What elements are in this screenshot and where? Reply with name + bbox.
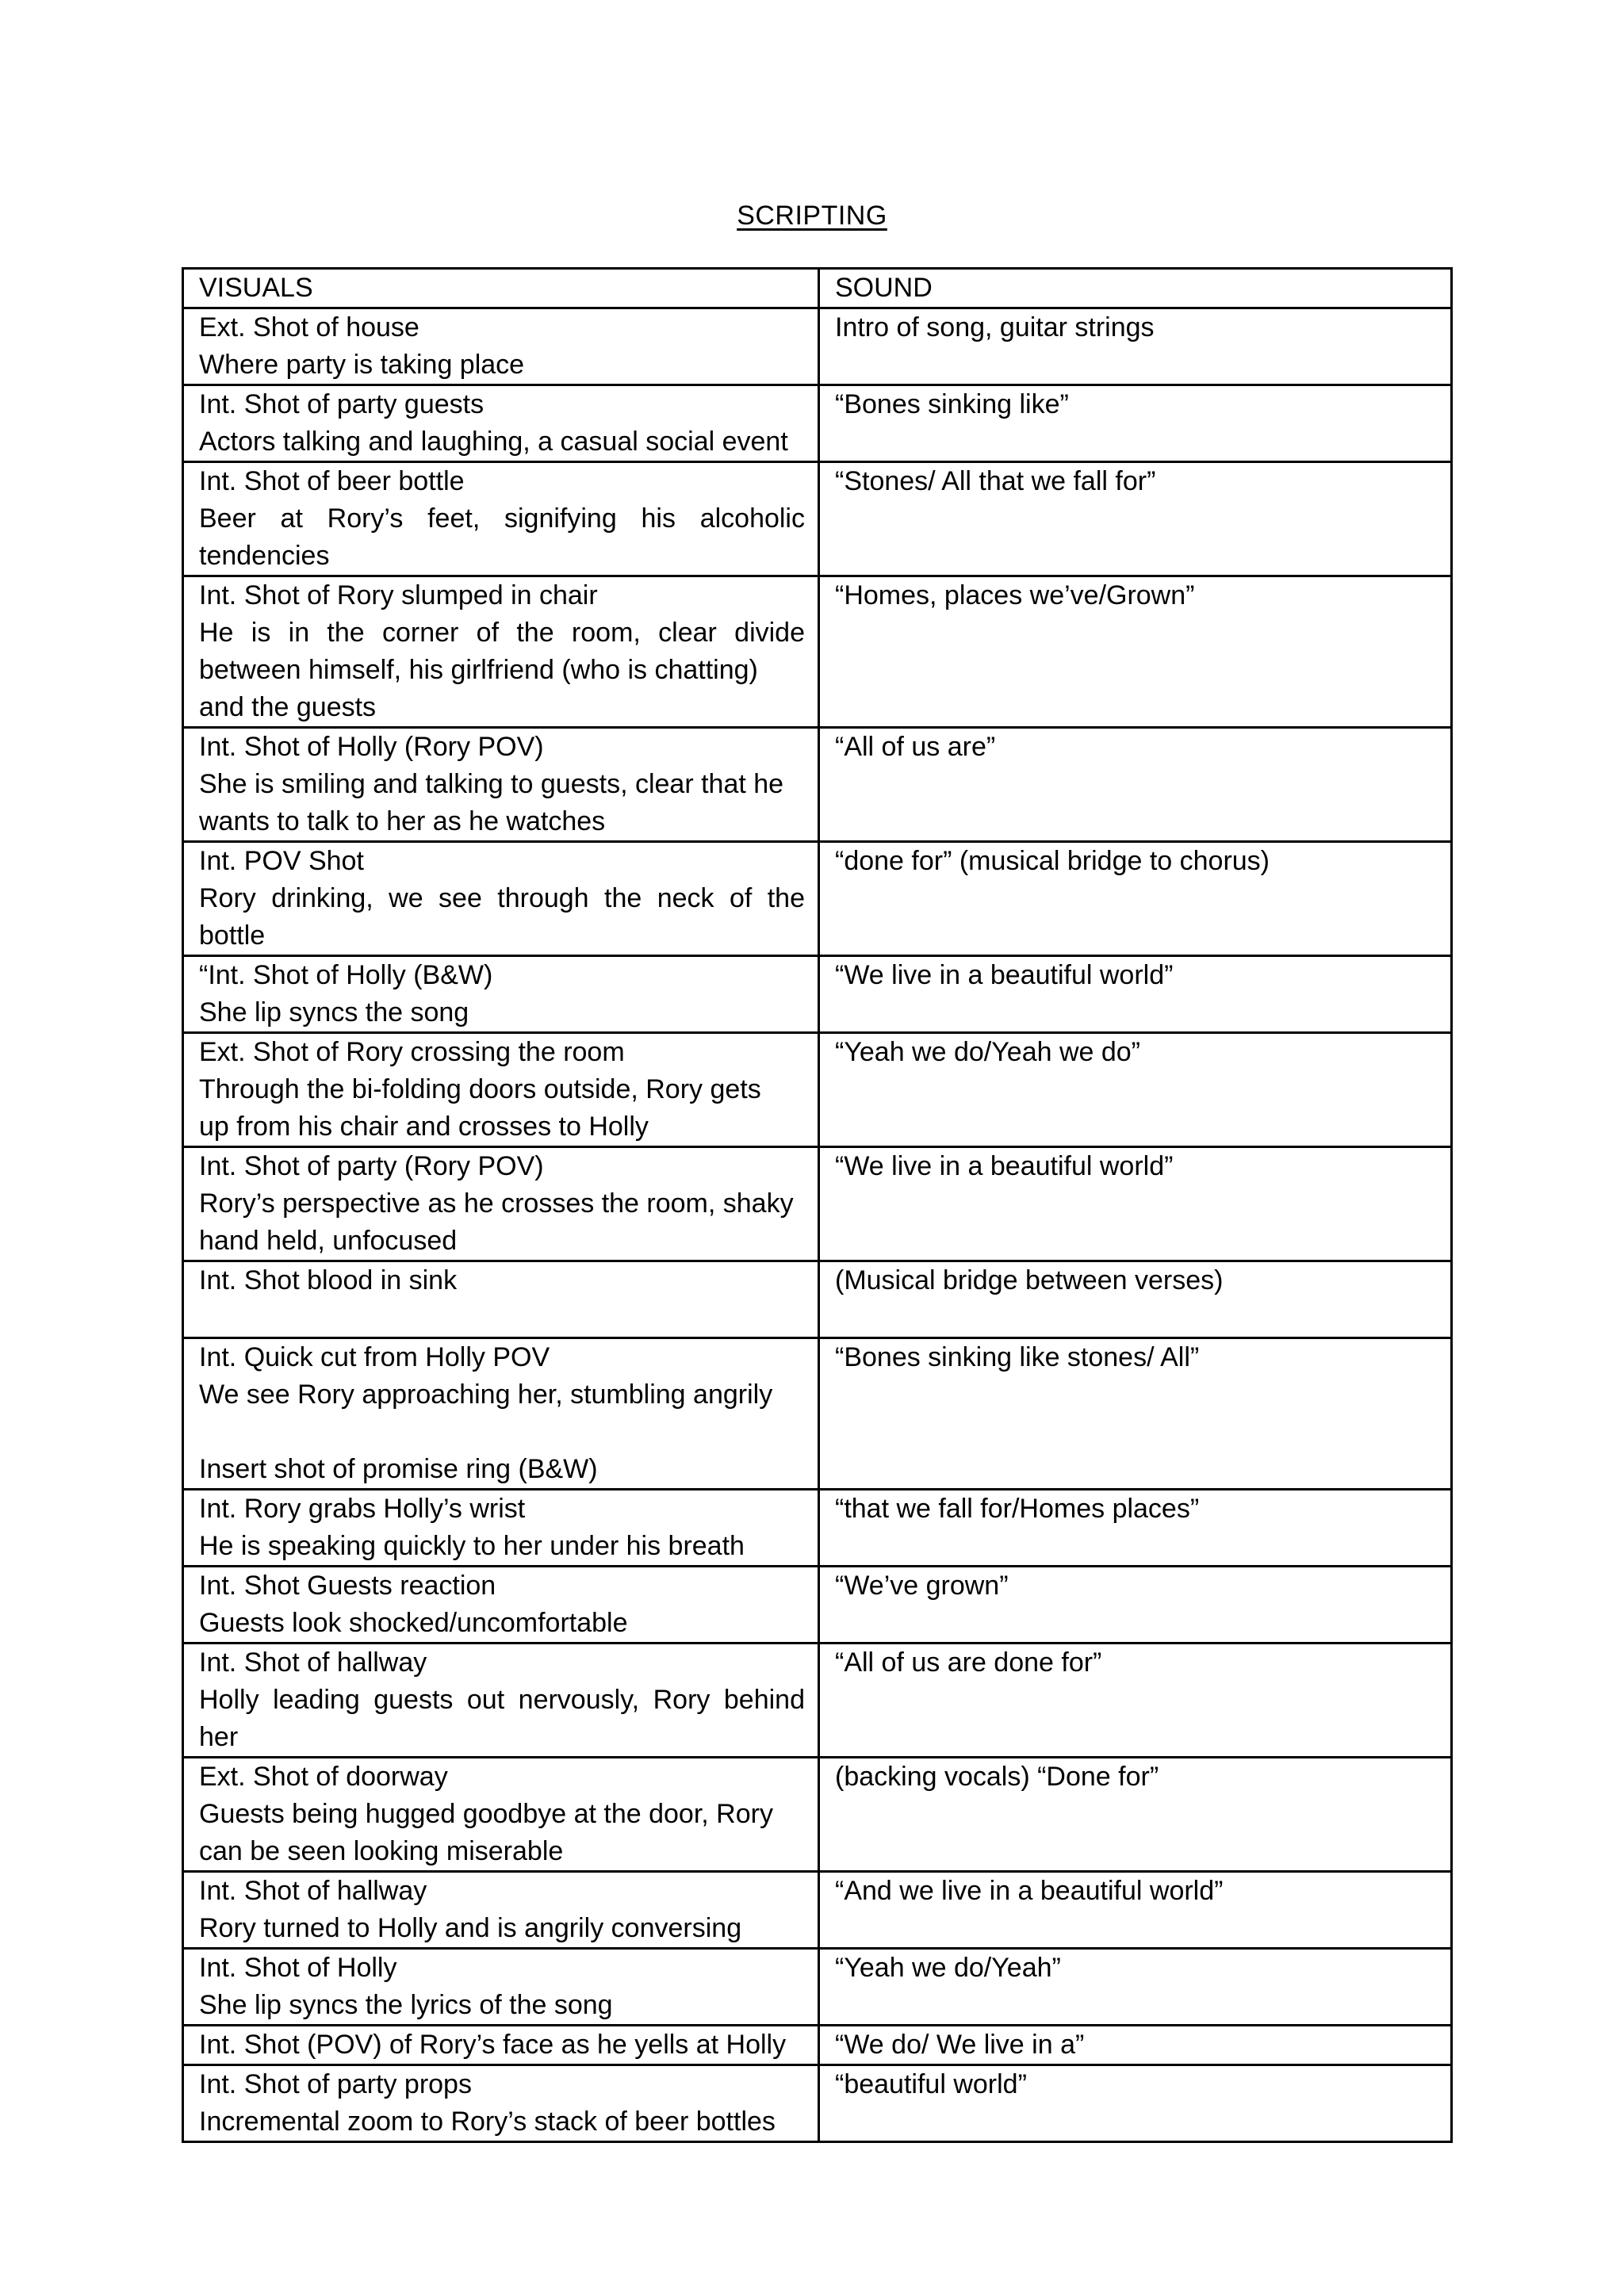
table-row xyxy=(183,2065,1452,2142)
table-row xyxy=(183,1261,1452,1338)
visual-line: tendencies xyxy=(199,541,330,571)
visual-cell xyxy=(183,1033,819,1147)
visual-cell xyxy=(183,1872,819,1949)
visual-line: wants to talk to her as he watches xyxy=(199,806,606,836)
visual-line: Insert shot of promise ring (B&W) xyxy=(199,1454,598,1484)
scripting-table xyxy=(182,267,1453,2143)
visual-line: We see Rory approaching her, stumbling angrily xyxy=(199,1380,773,1410)
visual-line: Int. Shot of party props xyxy=(199,2069,472,2099)
table-row xyxy=(183,385,1452,462)
table-row xyxy=(183,1949,1452,2026)
sound-cell xyxy=(819,1338,1452,1490)
sound-line: “Homes, places we’ve/Grown” xyxy=(835,580,1195,610)
sound-line: “Bones sinking like stones/ All” xyxy=(835,1342,1200,1372)
page-title: SCRIPTING xyxy=(737,201,887,231)
table-row xyxy=(183,1147,1452,1261)
visual-line: “Int. Shot of Holly (B&W) xyxy=(199,960,493,990)
sound-cell xyxy=(819,2065,1452,2142)
visual-line: She lip syncs the song xyxy=(199,997,469,1027)
visual-cell xyxy=(183,728,819,842)
sound-line: (backing vocals) “Done for” xyxy=(835,1762,1159,1792)
sound-line: “that we fall for/Homes places” xyxy=(835,1494,1200,1524)
sound-line: “All of us are done for” xyxy=(835,1647,1102,1678)
visual-line: Holly leading guests out nervously, Rory behind xyxy=(199,1685,805,1715)
table-row xyxy=(183,2026,1452,2065)
visual-line: Rory’s perspective as he crosses the room, shaky xyxy=(199,1188,794,1219)
visual-line: can be seen looking miserable xyxy=(199,1836,564,1866)
table-row xyxy=(183,1490,1452,1567)
sound-line: “All of us are” xyxy=(835,732,996,762)
visual-line: Ext. Shot of Rory crossing the room xyxy=(199,1037,625,1067)
table-row xyxy=(183,462,1452,576)
visual-line: He is in the corner of the room, clear divide xyxy=(199,618,805,648)
visual-line: hand held, unfocused xyxy=(199,1226,458,1256)
visual-line: Incremental zoom to Rory’s stack of beer bottles xyxy=(199,2107,776,2137)
visual-line: Int. POV Shot xyxy=(199,846,364,876)
visual-cell xyxy=(183,308,819,385)
visual-line: She lip syncs the lyrics of the song xyxy=(199,1990,613,2020)
sound-cell xyxy=(819,576,1452,728)
sound-column-header: SOUND xyxy=(819,269,1452,308)
visual-line: up from his chair and crosses to Holly xyxy=(199,1112,649,1142)
table-body xyxy=(183,308,1452,2142)
sound-line: “And we live in a beautiful world” xyxy=(835,1876,1224,1906)
sound-cell xyxy=(819,1490,1452,1567)
table-row xyxy=(183,1567,1452,1644)
visual-cell xyxy=(183,576,819,728)
visual-cell xyxy=(183,1949,819,2026)
visual-line: Int. Shot of Holly (Rory POV) xyxy=(199,732,544,762)
table-row xyxy=(183,842,1452,956)
visual-cell xyxy=(183,1338,819,1490)
sound-line: “Yeah we do/Yeah” xyxy=(835,1953,1061,1983)
visual-cell xyxy=(183,1490,819,1567)
visual-cell xyxy=(183,1261,819,1338)
visual-line: Int. Shot of Rory slumped in chair xyxy=(199,580,598,610)
visual-line: Ext. Shot of doorway xyxy=(199,1762,448,1792)
table-row xyxy=(183,1758,1452,1872)
sound-line: Intro of song, guitar strings xyxy=(835,312,1155,342)
sound-cell xyxy=(819,1949,1452,2026)
visual-line: Through the bi-folding doors outside, Rory gets xyxy=(199,1074,761,1104)
sound-cell xyxy=(819,462,1452,576)
visuals-column-header: VISUALS xyxy=(183,269,819,308)
visual-line: Int. Shot of Holly xyxy=(199,1953,397,1983)
sound-line: “We’ve grown” xyxy=(835,1571,1009,1601)
visual-line: Where party is taking place xyxy=(199,350,525,380)
visual-line: Actors talking and laughing, a casual social event xyxy=(199,427,788,457)
sound-cell xyxy=(819,1147,1452,1261)
visual-line: Int. Shot of hallway xyxy=(199,1647,427,1678)
table-row xyxy=(183,576,1452,728)
visual-line: bottle xyxy=(199,920,266,951)
visual-line: Int. Shot of party (Rory POV) xyxy=(199,1151,544,1181)
visual-cell xyxy=(183,385,819,462)
table-row xyxy=(183,728,1452,842)
sound-line: (Musical bridge between verses) xyxy=(835,1265,1224,1295)
sound-line: “beautiful world” xyxy=(835,2069,1027,2099)
sound-cell xyxy=(819,1872,1452,1949)
table-row xyxy=(183,956,1452,1033)
visual-line: her xyxy=(199,1722,239,1752)
visual-cell xyxy=(183,1644,819,1758)
table-header-row xyxy=(183,269,1452,308)
sound-line: “We do/ We live in a” xyxy=(835,2030,1085,2060)
visual-line: Rory drinking, we see through the neck of the xyxy=(199,883,805,913)
sound-line: “done for” (musical bridge to chorus) xyxy=(835,846,1270,876)
table-row xyxy=(183,308,1452,385)
visual-cell xyxy=(183,956,819,1033)
sound-cell xyxy=(819,1261,1452,1338)
sound-line: “Yeah we do/Yeah we do” xyxy=(835,1037,1141,1067)
visual-line: Int. Shot of party guests xyxy=(199,389,485,419)
visual-line: Guests being hugged goodbye at the door, Rory xyxy=(199,1799,773,1829)
visual-line: She is smiling and talking to guests, clear that he xyxy=(199,769,784,799)
table-row xyxy=(183,1033,1452,1147)
sound-line: “Bones sinking like” xyxy=(835,389,1069,419)
visual-line: Int. Shot of hallway xyxy=(199,1876,427,1906)
sound-line: “We live in a beautiful world” xyxy=(835,1151,1174,1181)
visual-line: Int. Quick cut from Holly POV xyxy=(199,1342,550,1372)
sound-cell xyxy=(819,1567,1452,1644)
table-row xyxy=(183,1338,1452,1490)
sound-cell xyxy=(819,2026,1452,2065)
visual-cell xyxy=(183,842,819,956)
visual-line xyxy=(199,1414,805,1451)
sound-line: “Stones/ All that we fall for” xyxy=(835,466,1156,496)
visual-line: Int. Shot of beer bottle xyxy=(199,466,465,496)
visual-cell xyxy=(183,2065,819,2142)
visual-line: Int. Rory grabs Holly’s wrist xyxy=(199,1494,526,1524)
visual-line: Beer at Rory’s feet, signifying his alcoholic xyxy=(199,503,805,534)
visual-cell xyxy=(183,1147,819,1261)
visual-line: Ext. Shot of house xyxy=(199,312,419,342)
visual-cell xyxy=(183,2026,819,2065)
sound-cell xyxy=(819,842,1452,956)
sound-line: “We live in a beautiful world” xyxy=(835,960,1174,990)
sound-cell xyxy=(819,1758,1452,1872)
visual-line: Int. Shot blood in sink xyxy=(199,1265,458,1295)
visual-line: Guests look shocked/uncomfortable xyxy=(199,1608,628,1638)
sound-cell xyxy=(819,1033,1452,1147)
sound-cell xyxy=(819,308,1452,385)
sound-cell xyxy=(819,385,1452,462)
sound-cell xyxy=(819,728,1452,842)
visual-line: Rory turned to Holly and is angrily conversing xyxy=(199,1913,742,1943)
visual-line: between himself, his girlfriend (who is chatting) xyxy=(199,655,758,685)
visual-line: Int. Shot Guests reaction xyxy=(199,1571,496,1601)
sound-cell xyxy=(819,956,1452,1033)
visual-line: He is speaking quickly to her under his breath xyxy=(199,1531,745,1561)
table-row xyxy=(183,1872,1452,1949)
visual-line xyxy=(199,1299,805,1337)
visual-cell xyxy=(183,462,819,576)
visual-line: Int. Shot (POV) of Rory’s face as he yells at Holly xyxy=(199,2030,787,2060)
sound-cell xyxy=(819,1644,1452,1758)
visual-cell xyxy=(183,1567,819,1644)
visual-cell xyxy=(183,1758,819,1872)
table-row xyxy=(183,1644,1452,1758)
visual-line: and the guests xyxy=(199,692,377,722)
